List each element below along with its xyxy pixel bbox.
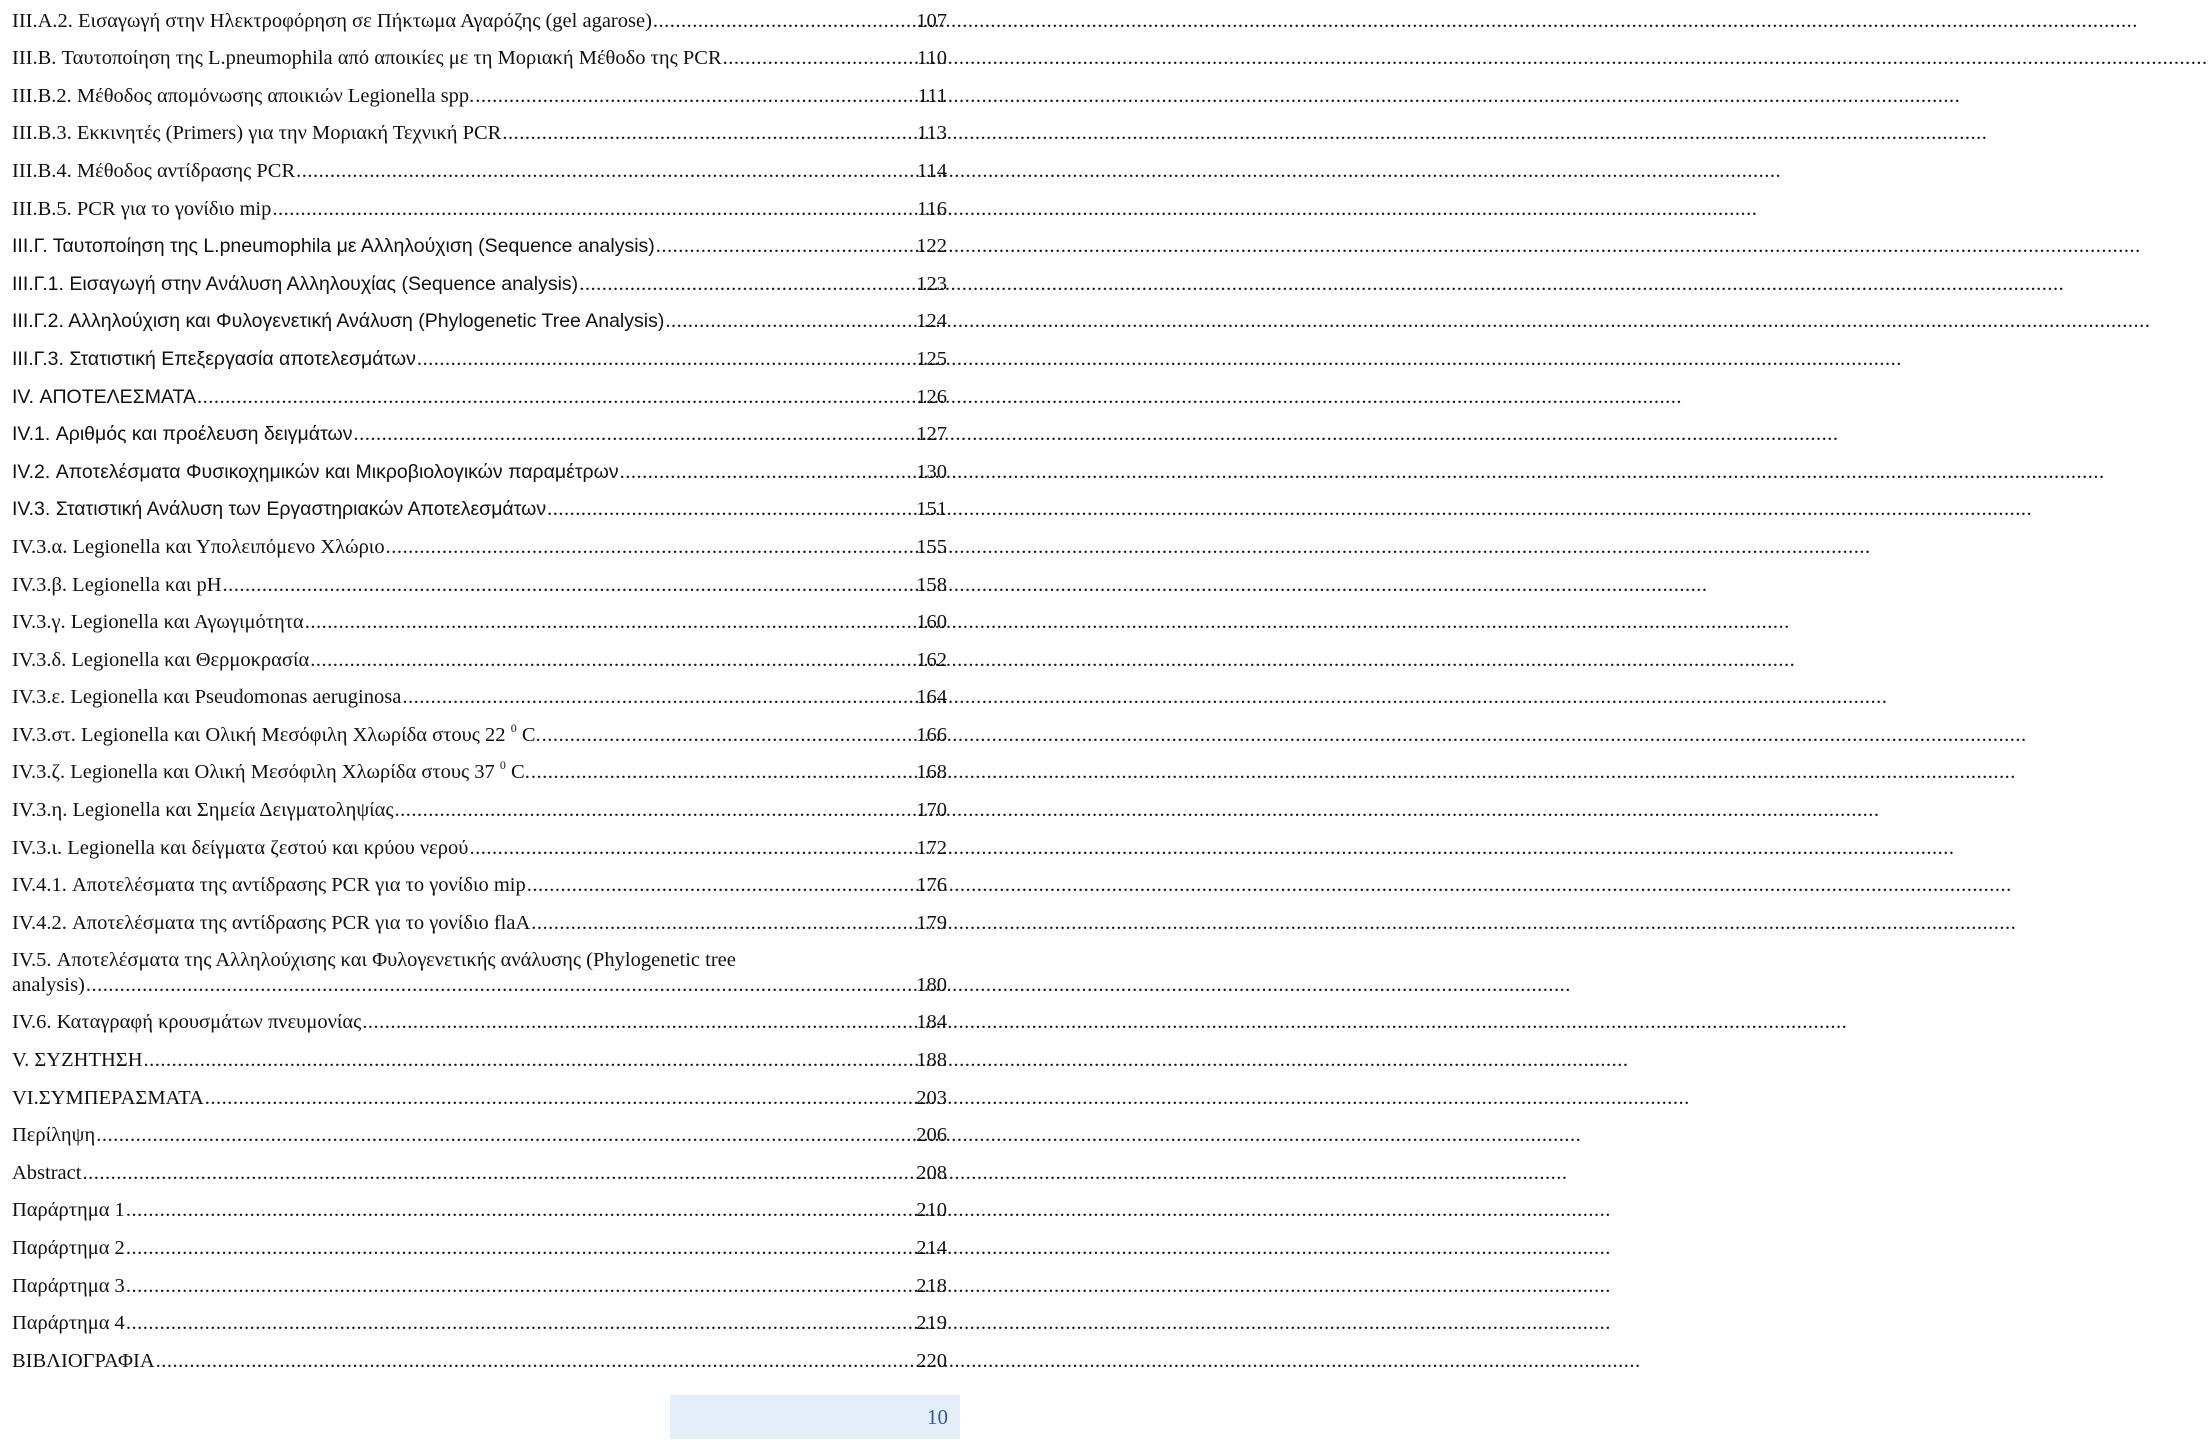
toc-entry-title: IV.1. Αριθμός και προέλευση δειγμάτων	[12, 423, 353, 446]
leader-dots	[653, 9, 915, 34]
toc-entry[interactable]	[12, 338, 947, 376]
toc-page-number: 176	[916, 874, 947, 897]
leader-dots	[531, 911, 915, 936]
toc-entry-title: IV.3.β. Legionella και pH	[12, 573, 222, 596]
toc-entry-title: IV.2. Αποτελέσματα Φυσικοχημικών και Μικροβιολογικών παραμέτρων	[12, 460, 619, 483]
leader-dots	[197, 385, 915, 410]
toc-entry[interactable]	[12, 263, 947, 301]
toc-entry[interactable]	[12, 677, 947, 715]
toc-entry-title: Παράρτημα 1	[12, 1199, 125, 1222]
toc-page-number: 114	[917, 159, 947, 182]
toc-entry-title: IV.5. Αποτελέσματα της Αλληλούχισης και Φυλογενετικής ανάλυσης (Phylogenetic tree	[12, 948, 736, 971]
leader-dots	[475, 84, 916, 109]
degree-superscript: 0	[499, 758, 506, 773]
toc-entry-title: VI.ΣΥΜΠΕΡΑΣΜΑΤΑ	[12, 1086, 204, 1109]
toc-page-number: 160	[916, 611, 947, 634]
leader-dots	[156, 1349, 916, 1374]
toc-entry[interactable]	[12, 301, 947, 339]
toc-entry-title: IV.3.ε. Legionella και Pseudomonas aeruginosa	[12, 686, 402, 709]
toc-entry[interactable]	[12, 564, 947, 602]
toc-page-number: 162	[916, 648, 947, 671]
toc-entry-title: IV.4.2. Αποτελέσματα της αντίδρασης PCR για το γονίδιο flaA	[12, 911, 531, 934]
toc-entry[interactable]	[12, 226, 947, 264]
toc-entry[interactable]	[12, 1115, 947, 1153]
toc-page-number: 168	[916, 761, 947, 784]
toc-page-number: 166	[916, 723, 947, 746]
toc-page-number: 218	[916, 1274, 947, 1297]
leader-dots	[82, 1161, 915, 1186]
toc-entry-title: Παράρτημα 3	[12, 1274, 125, 1297]
toc-title-unit: C.	[505, 761, 530, 784]
toc-entry[interactable]	[12, 1039, 947, 1077]
leader-dots	[547, 497, 915, 522]
toc-entry[interactable]	[12, 489, 947, 527]
toc-entry-title: IV.3.δ. Legionella και Θερμοκρασία	[12, 648, 310, 671]
toc-entry[interactable]	[12, 188, 947, 226]
toc-entry[interactable]	[12, 1077, 947, 1115]
toc-entry[interactable]	[12, 376, 947, 414]
leader-dots	[417, 347, 915, 372]
leader-dots	[126, 1274, 915, 1299]
leader-dots	[310, 648, 915, 673]
toc-page-number: 125	[916, 347, 947, 370]
toc-entry[interactable]	[12, 1227, 947, 1265]
toc-page-number: 179	[916, 911, 947, 934]
toc-entry[interactable]	[12, 38, 947, 76]
leader-dots	[502, 121, 916, 146]
toc-entry-title: V. ΣΥΖΗΤΗΣΗ	[12, 1049, 143, 1072]
leader-dots	[272, 197, 916, 222]
toc-entry[interactable]	[12, 827, 947, 865]
toc-entry-title: III.Γ. Ταυτοποίηση της L.pneumophila με Αλληλούχιση (Sequence analysis)	[12, 235, 655, 258]
toc-entry[interactable]	[12, 1152, 947, 1190]
toc-entry-title: III.B.3. Εκκινητές (Primers) για την Μοριακή Τεχνική PCR	[12, 122, 502, 145]
leader-dots	[353, 422, 915, 447]
leader-dots	[723, 46, 916, 71]
page-footer-bar	[670, 1395, 960, 1439]
toc-entry-title: III.B. Ταυτοποίηση της L.pneumophila από αποικίες με τη Μοριακή Μέθοδο της PCR	[12, 47, 722, 70]
toc-page-number: 111	[917, 84, 947, 107]
toc-page-number: 113	[917, 122, 947, 145]
toc-page-number: 188	[916, 1049, 947, 1072]
toc-page-number: 219	[916, 1312, 947, 1335]
toc-entry-title: III.Α.2. Εισαγωγή στην Ηλεκτροφόρηση σε Πήκτωμα Αγαρόζης (gel agarose)	[12, 9, 652, 32]
leader-dots	[305, 610, 916, 635]
toc-entry-title: III.B.4. Μέθοδος αντίδρασης PCR	[12, 159, 296, 182]
toc-entry-title: ΒΙΒΛΙΟΓΡΑΦΙΑ	[12, 1349, 155, 1372]
toc-entry-title: IV. ΑΠΟΤΕΛΕΣΜΑΤΑ	[12, 385, 197, 408]
toc-page-number: 210	[916, 1199, 947, 1222]
toc-page-number: 180	[916, 973, 947, 996]
toc-entry-title: IV.3.η. Legionella και Σημεία Δειγματοληψίας	[12, 799, 394, 822]
toc-page-number: 124	[916, 310, 947, 333]
leader-dots	[527, 873, 916, 898]
toc-entry-title: III.B.5. PCR για το γονίδιο mip	[12, 197, 272, 220]
toc-entry-title: III.B.2. Μέθοδος απομόνωσης αποικιών Legionella spp.	[12, 84, 475, 107]
toc-entry[interactable]	[12, 1303, 947, 1341]
toc-entry[interactable]	[12, 602, 947, 640]
toc-entry[interactable]	[12, 940, 947, 1002]
toc-entry[interactable]	[12, 150, 947, 188]
toc-page-number: 184	[916, 1011, 947, 1034]
toc-entry[interactable]	[12, 789, 947, 827]
toc-page-number: 151	[916, 498, 947, 521]
toc-entry[interactable]	[12, 902, 947, 940]
leader-dots	[402, 685, 915, 710]
toc-page-number: 127	[916, 423, 947, 446]
leader-dots	[86, 973, 915, 998]
toc-page-number: 155	[916, 535, 947, 558]
toc-entry[interactable]	[12, 451, 947, 489]
document-page	[0, 0, 960, 1443]
toc-entry[interactable]	[12, 414, 947, 452]
leader-dots	[656, 234, 915, 259]
toc-entry[interactable]	[12, 714, 947, 752]
toc-entry-title: IV.3.ι. Legionella και δείγματα ζεστού και κρύου νερού	[12, 836, 469, 859]
toc-page-number: 123	[916, 272, 947, 295]
toc-entry-title	[12, 720, 542, 748]
table-of-contents	[12, 0, 947, 1378]
page-number: 10	[927, 1404, 948, 1429]
toc-page-number: 130	[916, 460, 947, 483]
toc-entry[interactable]	[12, 113, 947, 151]
toc-entry[interactable]	[12, 526, 947, 564]
toc-entry-title: III.Γ.2. Αλληλούχιση και Φυλογενετική Ανάλυση (Phylogenetic Tree Analysis)	[12, 310, 665, 333]
toc-entry-title-continued: analysis)	[12, 973, 85, 996]
toc-entry-title: Παράρτημα 2	[12, 1237, 125, 1259]
toc-entry-title: IV.6. Καταγραφή κρουσμάτων πνευμονίας	[12, 1011, 362, 1034]
toc-entry-title: Παράρτημα 4	[12, 1312, 125, 1335]
toc-entry[interactable]	[12, 1265, 947, 1303]
toc-title-text: IV.3.ζ. Legionella και Ολική Μεσόφιλη Χλωρίδα στους 37	[12, 761, 500, 784]
toc-page-number: 164	[916, 686, 947, 709]
toc-page-number: 172	[916, 836, 947, 859]
toc-entry[interactable]	[12, 865, 947, 903]
leader-dots	[579, 272, 915, 297]
toc-entry-title: III.Γ.1. Εισαγωγή στην Ανάλυση Αλληλουχίας (Sequence analysis)	[12, 272, 579, 295]
toc-title-text: IV.3.στ. Legionella και Ολική Μεσόφιλη Χλωρίδα στους 22	[12, 723, 511, 746]
toc-entry[interactable]	[12, 75, 947, 113]
toc-entry[interactable]	[12, 639, 947, 677]
toc-entry[interactable]	[12, 752, 947, 790]
toc-page-number: 110	[917, 47, 947, 70]
leader-dots	[223, 573, 916, 598]
leader-dots	[531, 760, 915, 785]
leader-dots	[205, 1086, 915, 1111]
toc-entry[interactable]	[12, 1340, 947, 1378]
leader-dots	[296, 159, 916, 184]
toc-page-number: 214	[916, 1237, 947, 1259]
toc-entry-title: IV.3.γ. Legionella και Αγωγιμότητα	[12, 611, 304, 634]
toc-page-number: 203	[916, 1086, 947, 1109]
leader-dots	[620, 460, 916, 485]
toc-page-number: 208	[916, 1161, 947, 1184]
leader-dots	[665, 309, 915, 334]
toc-page-number: 220	[916, 1349, 947, 1372]
toc-page-number: 116	[917, 197, 947, 220]
toc-entry-title: Abstract	[12, 1161, 82, 1184]
toc-page-number: 170	[916, 799, 947, 822]
toc-entry[interactable]	[12, 0, 947, 38]
leader-dots	[469, 836, 915, 861]
toc-entry-title: Περίληψη	[12, 1124, 96, 1147]
leader-dots	[386, 535, 916, 560]
toc-entry-title: IV.3.α. Legionella και Υπολειπόμενο Χλώριο	[12, 535, 385, 558]
degree-superscript: 0	[510, 720, 517, 735]
leader-dots	[126, 1236, 915, 1261]
toc-page-number: 122	[916, 235, 947, 258]
toc-page-number: 206	[916, 1124, 947, 1147]
toc-title-unit: C.	[516, 723, 541, 746]
leader-dots	[126, 1311, 915, 1336]
toc-page-number: 126	[916, 385, 947, 408]
toc-entry-title: IV.4.1. Αποτελέσματα της αντίδρασης PCR για το γονίδιο mip	[12, 874, 526, 897]
leader-dots	[96, 1123, 915, 1148]
toc-entry[interactable]	[12, 1190, 947, 1228]
leader-dots	[126, 1198, 915, 1223]
toc-page-number: 158	[916, 573, 947, 596]
toc-page-number: 107	[916, 9, 947, 32]
toc-entry-title: III.Γ.3. Στατιστική Επεξεργασία αποτελεσμάτων	[12, 347, 416, 370]
leader-dots	[542, 723, 916, 748]
toc-entry-title	[12, 760, 531, 785]
toc-entry[interactable]	[12, 1002, 947, 1040]
leader-dots	[144, 1048, 916, 1073]
leader-dots	[395, 798, 916, 823]
leader-dots	[362, 1010, 915, 1035]
toc-entry-title: IV.3. Στατιστική Ανάλυση των Εργαστηριακών Αποτελεσμάτων	[12, 498, 547, 521]
